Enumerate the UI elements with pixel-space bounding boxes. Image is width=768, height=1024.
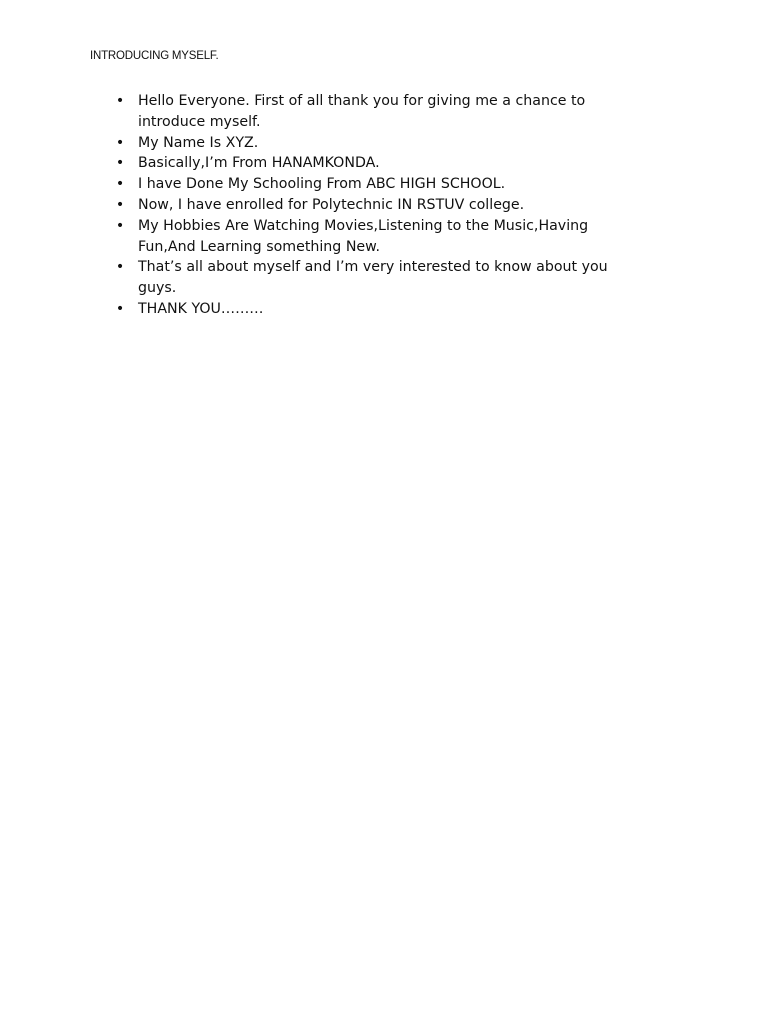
list-item-text: My Name Is XYZ. bbox=[138, 134, 259, 151]
list-item-text: THANK YOU……… bbox=[138, 300, 264, 317]
bullet-icon: • bbox=[115, 217, 125, 234]
document-title: INTRODUCING MYSELF. bbox=[90, 50, 219, 62]
list-item bbox=[110, 257, 650, 299]
bullet-icon: • bbox=[115, 176, 125, 193]
bullet-icon: • bbox=[115, 155, 125, 172]
list-item bbox=[110, 91, 650, 133]
list-item bbox=[110, 216, 650, 258]
bullet-icon: • bbox=[115, 259, 125, 276]
list-item-text: Hello Everyone. First of all thank you for giving me a chance to introduce myself. bbox=[138, 93, 586, 130]
bullet-list bbox=[110, 91, 650, 320]
bullet-icon: • bbox=[115, 196, 125, 213]
list-item-text: That’s all about myself and I’m very interested to know about you guys. bbox=[138, 259, 608, 297]
list-item bbox=[110, 195, 650, 216]
list-item-text: Now, I have enrolled for Polytechnic IN RSTUV college. bbox=[138, 196, 525, 213]
bullet-icon: • bbox=[115, 300, 125, 317]
list-item bbox=[110, 133, 650, 154]
bullet-icon: • bbox=[115, 134, 125, 151]
bullet-icon: • bbox=[115, 93, 125, 109]
list-item bbox=[110, 153, 650, 174]
list-item bbox=[110, 174, 650, 195]
list-item-text: Basically,I’m From HANAMKONDA. bbox=[138, 155, 380, 172]
list-item-text: I have Done My Schooling From ABC HIGH SCHOOL. bbox=[138, 176, 506, 193]
list-item bbox=[110, 299, 650, 320]
list-item-text: My Hobbies Are Watching Movies,Listening to the Music,Having Fun,And Learning something New. bbox=[138, 217, 589, 255]
